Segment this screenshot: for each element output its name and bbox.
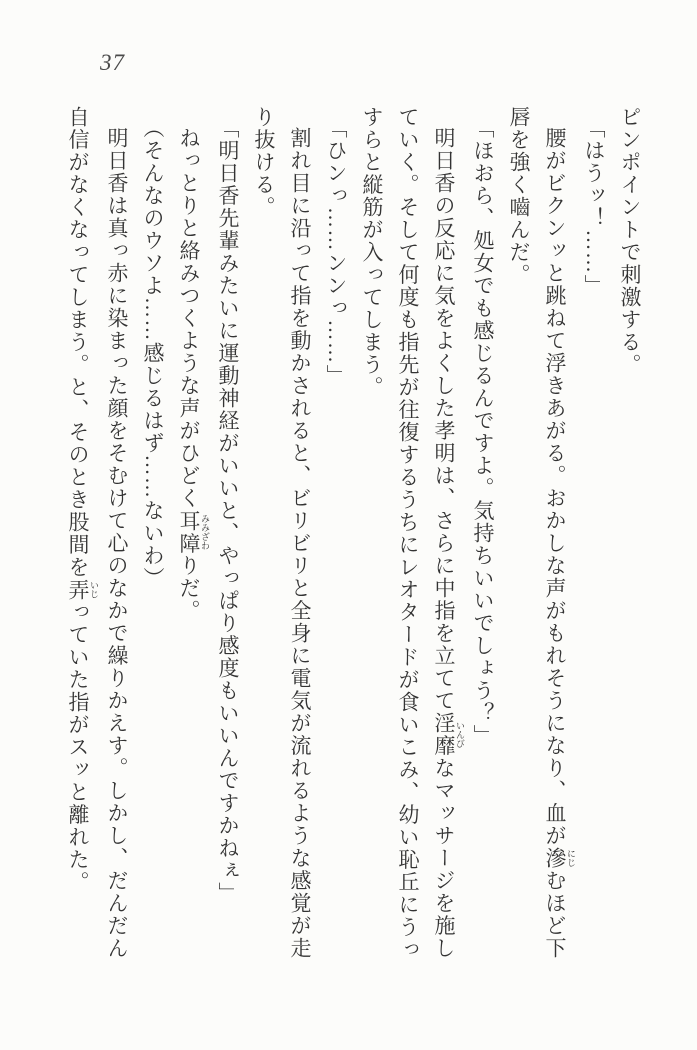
- text-line: り抜ける。: [252, 106, 276, 219]
- furigana-ruby: 弄 いじ: [66, 578, 99, 601]
- text-line: 「はうッ！……」: [582, 116, 606, 297]
- text-line: 明日香の反応に気をよくした孝明は、さらに中指を立てて淫靡 いんびなマッサージを施し: [432, 127, 465, 960]
- furigana-ruby: 淫靡 いんび: [432, 712, 465, 757]
- text-block: [60, 106, 648, 991]
- text-line: 「明日香先輩みたいに運動神経がいいと、やっぱり感度もいいんですかねぇ」: [216, 116, 240, 904]
- text-line: 「ひンっ……ンンっ……」: [324, 116, 348, 387]
- furigana-ruby: 滲 にじ: [543, 847, 576, 870]
- text-line: 割れ目に沿って指を動かされると、ビリビリと全身に電気が流れるような感覚が走: [288, 127, 312, 960]
- text-line: ていく。そして何度も指先が往復するうちにレオタードが食いこみ、幼い恥丘にうっ: [396, 106, 420, 961]
- page-number: 37: [100, 50, 125, 75]
- furigana-ruby: 耳障 みみざわ: [177, 509, 210, 555]
- text-line: 自信がなくなってしまう。と、そのとき股間を弄 いじっていた指がスッと離れた。: [66, 106, 99, 894]
- text-line: 明日香は真っ赤に染まった顔をそむけて心のなかで繰りかえす。しかし、だんだん: [105, 127, 129, 960]
- text-line: すらと縦筋が入ってしまう。: [360, 106, 384, 399]
- text-line: 腰がビクンッと跳ねて浮きあがる。おかしな声がもれそうになり、血が滲 にじむほど下: [543, 127, 576, 960]
- text-line: 唇を強く嚙んだ。: [507, 106, 531, 286]
- text-line: 「ほおら、処女でも感じるんですよ。気持ちいいでしょう？」: [471, 116, 495, 747]
- text-line: （そんなのウソよ……感じるはず……ないわ）: [141, 116, 165, 589]
- text-line: ピンポイントで刺激する。: [618, 106, 642, 376]
- text-line: ねっとりと絡みつくような声がひどく耳障 みみざわりだ。: [177, 127, 210, 622]
